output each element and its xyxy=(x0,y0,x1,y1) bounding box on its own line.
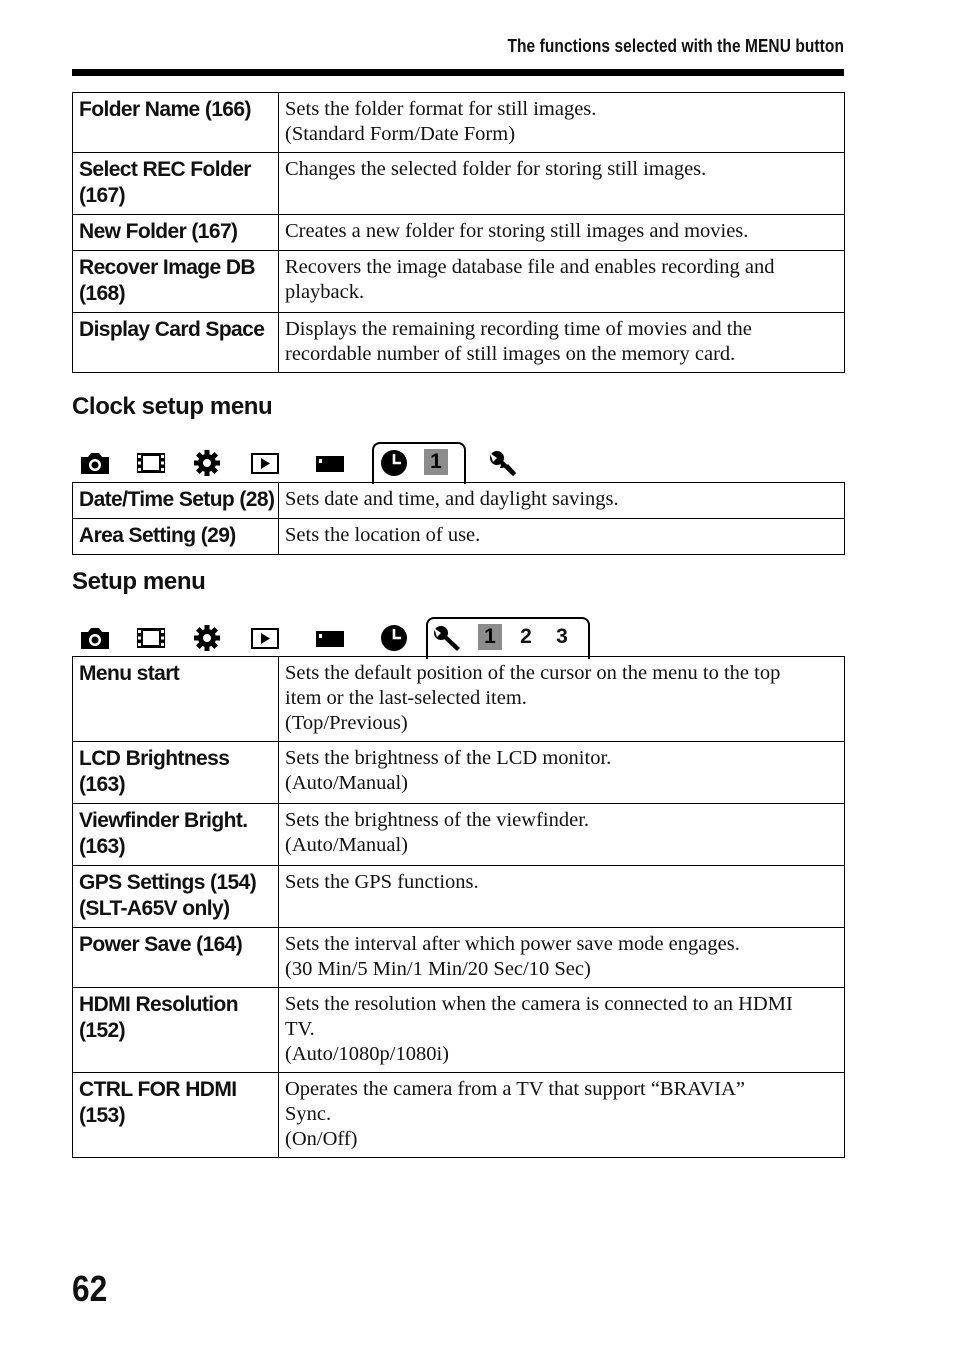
setting-name-line: Menu start xyxy=(79,662,180,685)
playback-icon xyxy=(248,448,282,478)
setting-name-line: Power Save (164) xyxy=(79,933,243,956)
setting-name xyxy=(73,313,279,373)
setting-description-line: (Top/Previous) xyxy=(285,712,408,734)
setting-description xyxy=(279,483,845,519)
setting-name-line: Recover Image DB xyxy=(79,256,255,279)
page-number: 62 xyxy=(72,1268,108,1309)
movie-icon xyxy=(134,448,168,478)
setting-description xyxy=(279,93,845,153)
setting-description-line: (Auto/Manual) xyxy=(285,772,408,794)
setting-description xyxy=(279,657,845,742)
setting-name xyxy=(73,483,279,519)
setting-description-line: Creates a new folder for storing still images and movies. xyxy=(285,220,749,242)
setting-description-line: Sets the default position of the cursor on the menu to the top xyxy=(285,662,781,684)
setup-tab-number-1[interactable]: 1 xyxy=(478,624,502,650)
setting-description-line: Sets the interval after which power save mode engages. xyxy=(285,933,740,955)
table-row xyxy=(73,866,845,928)
setting-description-line: (Auto/Manual) xyxy=(285,834,408,856)
setting-name xyxy=(73,519,279,555)
custom-gear-icon xyxy=(190,448,224,478)
setting-description xyxy=(279,988,845,1073)
clock-tab-number-1[interactable]: 1 xyxy=(424,449,448,475)
setting-name-line: New Folder (167) xyxy=(79,220,238,243)
clock-icon xyxy=(377,623,411,653)
setup-tab-number-2[interactable]: 2 xyxy=(520,625,532,648)
setting-description xyxy=(279,251,845,313)
wrench-icon xyxy=(430,623,464,653)
movie-icon xyxy=(134,623,168,653)
table-row xyxy=(73,519,845,555)
setup-menu-icon-bar xyxy=(72,617,845,657)
setting-name-line: Area Setting (29) xyxy=(79,524,236,547)
setting-description-line: item or the last-selected item. xyxy=(285,687,527,709)
setting-description-line: Sets the location of use. xyxy=(285,524,481,546)
setting-description xyxy=(279,928,845,988)
setting-name-line: Folder Name (166) xyxy=(79,98,251,121)
camera-icon xyxy=(78,623,112,653)
setting-name-line: (153) xyxy=(79,1104,126,1127)
camera-icon xyxy=(78,448,112,478)
setting-description-line: Sets the folder format for still images. xyxy=(285,98,597,120)
setting-description-line: Changes the selected folder for storing still images. xyxy=(285,158,707,180)
custom-gear-icon xyxy=(190,623,224,653)
table-row xyxy=(73,251,845,313)
setting-name xyxy=(73,804,279,866)
setting-description xyxy=(279,215,845,251)
memory-card-settings-table xyxy=(72,92,845,373)
setting-description xyxy=(279,742,845,804)
table-row xyxy=(73,215,845,251)
setting-description-line: (Standard Form/Date Form) xyxy=(285,123,516,145)
setting-name xyxy=(73,742,279,804)
clock-menu-icon-bar xyxy=(72,442,845,482)
setting-name xyxy=(73,215,279,251)
memory-card-icon xyxy=(313,623,347,653)
setting-description-line: TV. xyxy=(285,1018,315,1040)
setting-description-line: (On/Off) xyxy=(285,1128,358,1150)
table-row xyxy=(73,928,845,988)
header-rule xyxy=(72,69,844,76)
setting-name-line: LCD Brightness (163) xyxy=(79,747,230,796)
table-row xyxy=(73,988,845,1073)
clock-setup-title: Clock setup menu xyxy=(72,393,273,420)
setting-name xyxy=(73,866,279,928)
setting-description xyxy=(279,1073,845,1158)
setting-description-line: (Auto/1080p/1080i) xyxy=(285,1043,449,1065)
setup-tab-number-3[interactable]: 3 xyxy=(556,625,568,648)
setting-description-line: Displays the remaining recording time of movies and the xyxy=(285,318,752,340)
setting-description-line: Sets the resolution when the camera is connected to an HDMI xyxy=(285,993,793,1015)
setting-description-line: Sets the brightness of the viewfinder. xyxy=(285,809,590,831)
setting-name-line: Display Card Space xyxy=(79,318,265,341)
table-row xyxy=(73,483,845,519)
setting-name-line: HDMI Resolution xyxy=(79,993,238,1016)
setup-menu-title: Setup menu xyxy=(72,568,206,595)
setting-name-line: Select REC Folder xyxy=(79,158,251,181)
setting-description xyxy=(279,804,845,866)
setting-name-line: (SLT-A65V only) xyxy=(79,897,230,920)
table-row xyxy=(73,804,845,866)
setting-description xyxy=(279,313,845,373)
table-row xyxy=(73,93,845,153)
memory-card-icon xyxy=(313,448,347,478)
setting-description xyxy=(279,866,845,928)
table-row xyxy=(73,313,845,373)
setting-description-line: Sets date and time, and daylight savings. xyxy=(285,488,619,510)
setting-name xyxy=(73,928,279,988)
setting-description-line: Operates the camera from a TV that support “BRAVIA” xyxy=(285,1078,745,1100)
setting-name-line: (163) xyxy=(79,835,126,858)
setup-menu-table xyxy=(72,656,845,1158)
setting-description-line: Sets the brightness of the LCD monitor. xyxy=(285,747,612,769)
running-header: The functions selected with the MENU button xyxy=(507,36,844,56)
setting-description-line: (30 Min/5 Min/1 Min/20 Sec/10 Sec) xyxy=(285,958,591,980)
setting-name xyxy=(73,153,279,215)
clock-setup-table xyxy=(72,482,845,555)
setting-name-line: Date/Time Setup (28) xyxy=(79,488,275,511)
setting-name-line: (152) xyxy=(79,1019,126,1042)
setting-name xyxy=(73,988,279,1073)
setting-description-line: Sets the GPS functions. xyxy=(285,871,479,893)
setting-description xyxy=(279,153,845,215)
setting-description-line: Recovers the image database file and enables recording and xyxy=(285,256,775,278)
setting-name-line: (168) xyxy=(79,282,126,305)
setting-name xyxy=(73,93,279,153)
table-row xyxy=(73,1073,845,1158)
setting-name xyxy=(73,657,279,742)
setting-description-line: Sync. xyxy=(285,1103,332,1125)
setting-name xyxy=(73,1073,279,1158)
setting-name-line: (167) xyxy=(79,184,126,207)
table-row xyxy=(73,153,845,215)
table-row xyxy=(73,742,845,804)
table-row xyxy=(73,657,845,742)
setting-description xyxy=(279,519,845,555)
setting-name-line: CTRL FOR HDMI xyxy=(79,1078,237,1101)
setting-name xyxy=(73,251,279,313)
wrench-icon xyxy=(486,448,520,478)
setting-name-line: Viewfinder Bright. xyxy=(79,809,248,832)
clock-icon xyxy=(377,448,411,478)
setting-description-line: playback. xyxy=(285,281,365,303)
playback-icon xyxy=(248,623,282,653)
setting-name-line: GPS Settings (154) xyxy=(79,871,257,894)
setting-description-line: recordable number of still images on the memory card. xyxy=(285,343,736,365)
